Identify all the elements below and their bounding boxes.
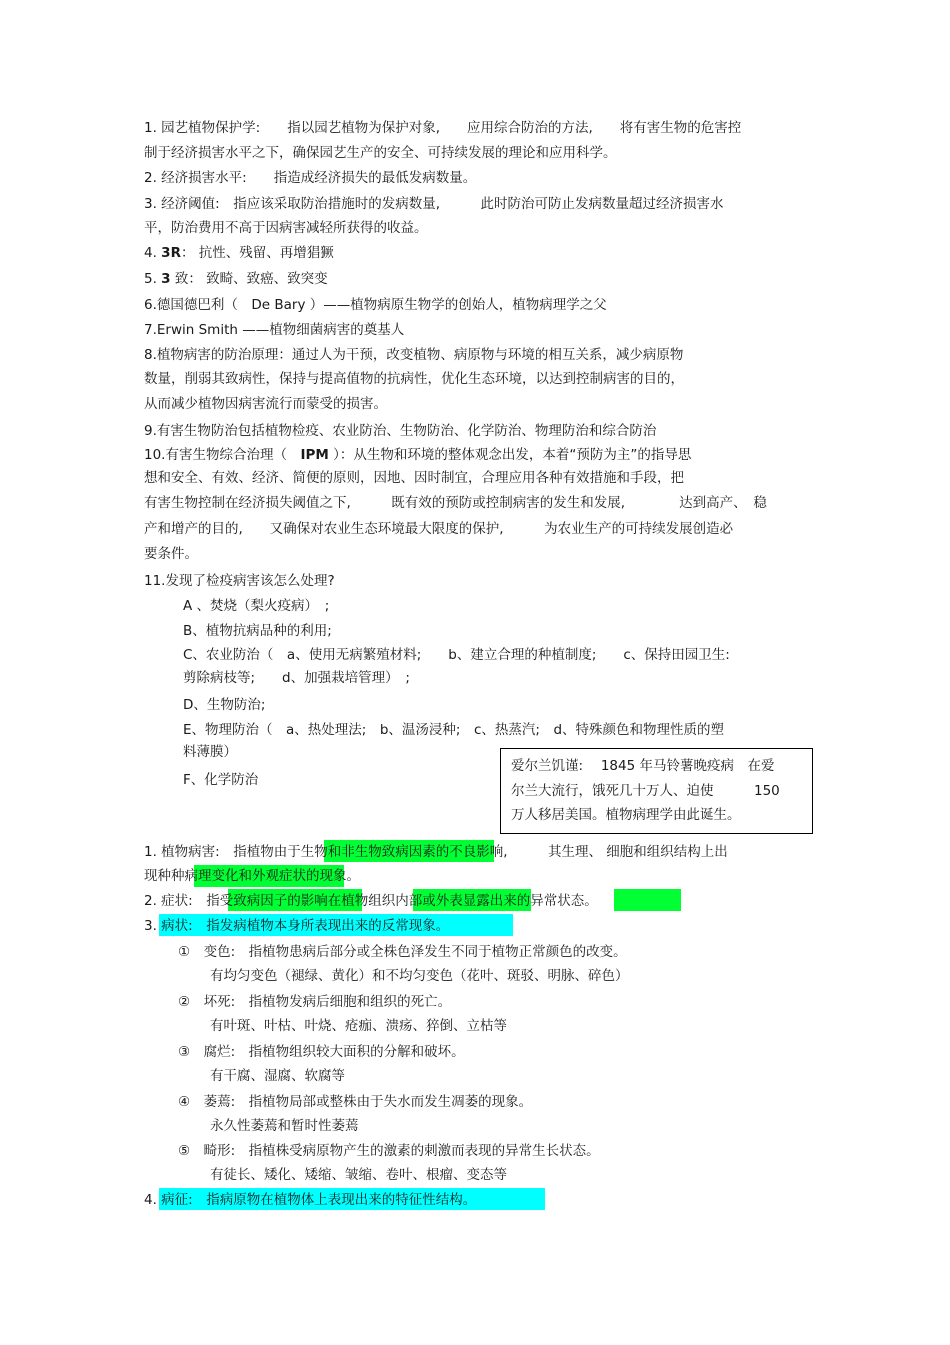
list-item: ① 变色: 指植物患病后部分或全株色泽发生不同于植物正常颜色的改变。	[178, 944, 627, 960]
text-line: 想和安全、有效、经济、简便的原则，因地、因时制宜，合理应用各种有效措施和手段，把	[144, 470, 684, 486]
text-line: 从而减少植物因病害流行而蒙受的损害。	[144, 396, 387, 412]
highlight-band	[614, 889, 681, 911]
text-line: 平，防治费用不高于因病害减轻所获得的收益。	[144, 220, 428, 236]
text-line: 有害生物控制在经济损失阈值之下, 既有效的预防或控制病害的发生和发展, 达到高产、 稳	[144, 495, 767, 511]
text-line: 2. 症状: 指受致病因子的影响在植物组织内部或外表显露出来的异常状态。	[144, 893, 598, 909]
list-item: D、生物防治;	[183, 697, 266, 713]
text-run: ： 抗性、残留、再增猖獗	[180, 245, 334, 261]
text-line: 制于经济损害水平之下，确保园艺生产的安全、可持续发展的理论和应用科学。	[144, 145, 617, 161]
text-line: 产和增产的目的, 又确保对农业生态环境最大限度的保护, 为农业生产的可持续发展创造必	[144, 521, 734, 537]
list-item: ② 坏死: 指植物发病后细胞和组织的死亡。	[178, 994, 452, 1010]
list-item: C、农业防治（ a、使用无病繁殖材料; b、建立合理的种植制度; c、保持田园卫生:	[183, 647, 730, 663]
list-item: ④ 萎蔫: 指植物局部或整株由于失水而发生凋萎的现象。	[178, 1094, 533, 1110]
text-line: 4. 病征: 指病原物在植物体上表现出来的特征性结构。	[144, 1192, 477, 1208]
text-run: 4.	[144, 245, 162, 261]
note-line: 尔兰大流行，饿死几十万人、迫使 150	[511, 783, 780, 799]
list-item: ⑤ 畸形: 指植株受病原物产生的激素的刺激而表现的异常生长状态。	[178, 1143, 600, 1159]
list-item: E、物理防治（ a、热处理法; b、温汤浸种; c、热蒸汽; d、特殊颜色和物理性质的塑	[183, 722, 725, 738]
text-line: 数量，削弱其致病性，保持与提高值物的抗病性，优化生态环境，以达到控制病害的目的，	[144, 371, 684, 387]
list-item: ③ 腐烂: 指植物组织较大面积的分解和破坏。	[178, 1044, 465, 1060]
text-line: 3. 经济阈值: 指应该采取防治措施时的发病数量, 此时防治可防止发病数量超过经济损害水	[144, 196, 724, 212]
text-run: 5.	[144, 271, 162, 287]
bold-term: IPM	[300, 447, 329, 463]
text-line: 6.德国德巴利（ De Bary ）——植物病原生物学的创始人，植物病理学之父	[144, 297, 607, 313]
list-item-detail: 有徒长、矮化、矮缩、皱缩、卷叶、根瘤、变态等	[210, 1167, 507, 1183]
text-line: 9.有害生物防治包括植物检疫、农业防治、生物防治、化学防治、物理防治和综合防治	[144, 423, 657, 439]
list-item-detail: 永久性萎蔫和暂时性萎蔫	[210, 1118, 359, 1134]
text-line	[144, 269, 328, 289]
text-run: 10.有害生物综合治理（	[144, 447, 301, 463]
text-line: 现种种病理变化和外观症状的现象。	[144, 868, 360, 884]
bold-term: 3	[161, 271, 171, 287]
text-line: 8.植物病害的防治原理：通过人为干预，改变植物、病原物与环境的相互关系，减少病原物	[144, 347, 684, 363]
list-item-detail: 有干腐、湿腐、软腐等	[210, 1068, 345, 1084]
note-line: 万人移居美国。植物病理学由此诞生。	[511, 807, 741, 823]
list-item-continued: 料薄膜）	[183, 744, 237, 760]
text-line: 1. 园艺植物保护学: 指以园艺植物为保护对象, 应用综合防治的方法, 将有害生物的危害控	[144, 120, 742, 136]
text-run: 致： 致畸、致癌、致突变	[170, 271, 328, 287]
bold-term: 3R	[161, 245, 181, 261]
list-item: F、化学防治	[183, 772, 259, 788]
text-run: ）：从生物和环境的整体观念出发，本着“预防为主”的指导思	[328, 447, 692, 463]
list-item-detail: 有叶斑、叶枯、叶烧、疮痂、溃疡、猝倒、立枯等	[210, 1018, 507, 1034]
list-item: A 、焚烧（梨火疫病） ;	[183, 598, 330, 614]
note-line: 爱尔兰饥谨: 1845 年马铃薯晚疫病 在爱	[511, 758, 775, 774]
question-title: 11.发现了检疫病害该怎么处理?	[144, 573, 335, 589]
list-item-continued: 剪除病枝等; d、加强栽培管理） ;	[183, 670, 410, 686]
text-line: 3. 病状: 指发病植物本身所表现出来的反常现象。	[144, 918, 450, 934]
list-item: B、植物抗病品种的利用;	[183, 623, 332, 639]
text-line: 7.Erwin Smith ——植物细菌病害的奠基人	[144, 322, 405, 338]
text-line: 要条件。	[144, 546, 198, 562]
text-line	[144, 445, 691, 465]
text-line	[144, 243, 334, 263]
text-line: 1. 植物病害: 指植物由于生物和非生物致病因素的不良影响, 其生理、 细胞和组织结构上出	[144, 844, 728, 860]
list-item-detail: 有均匀变色（褪绿、黄化）和不均匀变色（花叶、斑驳、明脉、碎色）	[210, 968, 629, 984]
text-line: 2. 经济损害水平: 指造成经济损失的最低发病数量。	[144, 170, 477, 186]
